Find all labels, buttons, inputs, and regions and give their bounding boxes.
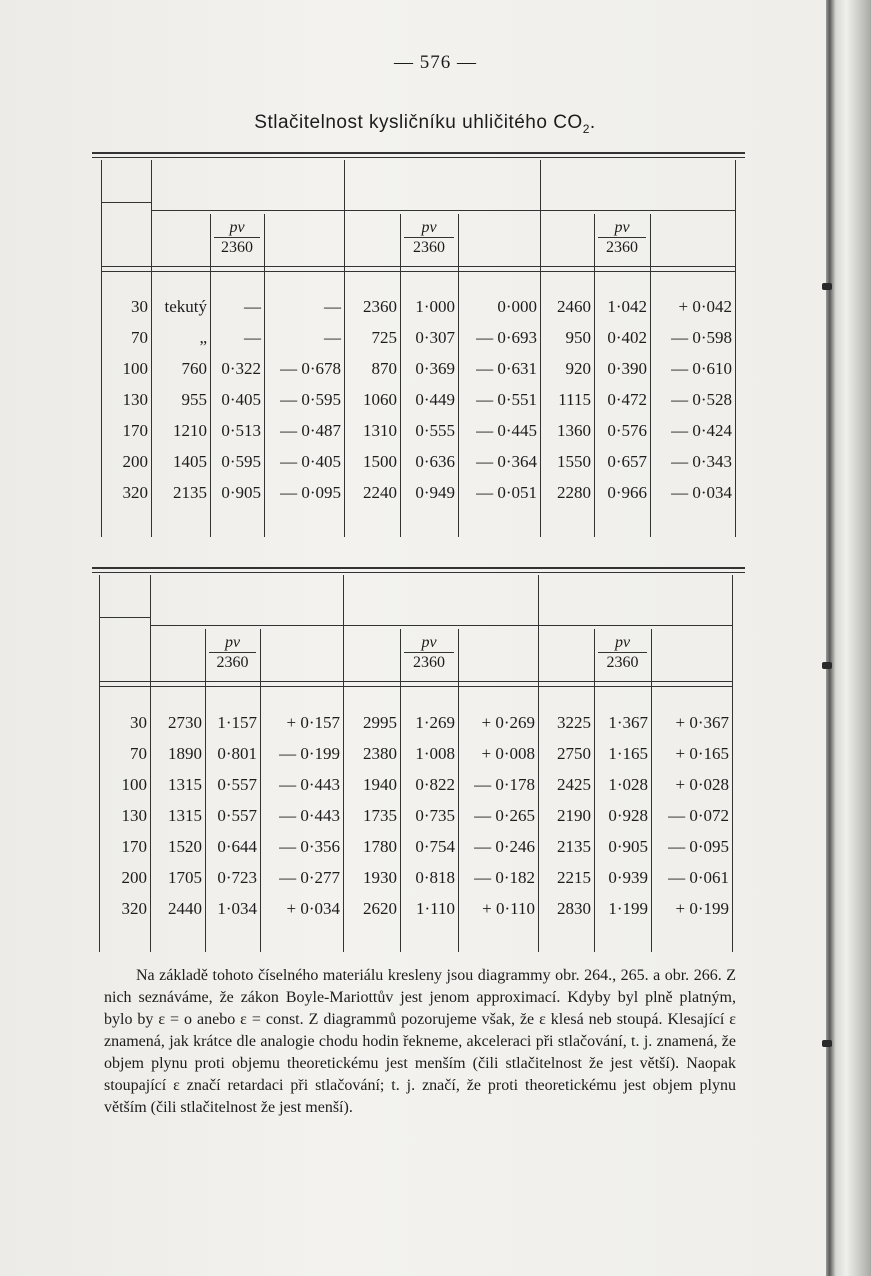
- table-cell: 0·557: [217, 775, 257, 794]
- table-cell: 950: [565, 328, 591, 347]
- table-cell: + 0·367: [675, 713, 729, 732]
- fraction-numerator: pv: [421, 219, 437, 236]
- table-cell: — 0·095: [280, 483, 341, 502]
- table-cell: 2190: [557, 806, 591, 825]
- table-cell: 0·513: [221, 421, 261, 440]
- table-cell: — 0·265: [474, 806, 535, 825]
- table-cell: 955: [181, 390, 207, 409]
- table-cell: 1890: [168, 744, 202, 763]
- table-cell: 1520: [168, 837, 202, 856]
- table-cell: 2440: [168, 899, 202, 918]
- table-cell: 1360: [557, 421, 591, 440]
- table-cell: 0·472: [607, 390, 647, 409]
- table-cell: 0·735: [415, 806, 455, 825]
- table-cell: — 0·487: [280, 421, 341, 440]
- table-cell: + 0·034: [286, 899, 340, 918]
- table-cell: 0·369: [415, 359, 455, 378]
- table-cell: 1115: [558, 390, 591, 409]
- table-cell: 0·449: [415, 390, 455, 409]
- table-cell: 0·939: [608, 868, 648, 887]
- table-cell: 2360: [363, 297, 397, 316]
- table-cell: — 0·095: [668, 837, 729, 856]
- table-cell: — 0·051: [476, 483, 537, 502]
- paragraph-text: Na základě tohoto číselného materiálu kresleny jsou diagrammy obr. 264., 265. a obr. 266. Z nich seznáváme, že zákon Boyle-Mariottův jest jenom approximací. Kdyby byl plně platným, bylo by ε = o anebo ε = const. Z diagrammů pozorujeme však, že ε klesá neb stoupá. Klesající ε znamená, jak krátce dle analogie chodu hodin řekneme, akceleraci při stlačování, t. j. znamená, že objem plynu proti objemu theoretickému jest menším (čili stlačitelnost že jest větší). Naopak stoupající ε značí retardaci při stlačování; t. j. značí, že proti theoretickému jest objem plynu větším (čili stlačitelnost že jest menší).: [104, 967, 736, 1116]
- table-cell: 2380: [363, 744, 397, 763]
- table-cell: 1·199: [608, 899, 648, 918]
- page-title: Stlačitelnost kysličníku uhličitého $CO_2$.: [254, 112, 596, 136]
- table-cell: 0·801: [217, 744, 257, 763]
- table-cell: 1210: [173, 421, 207, 440]
- table-cell: 0·405: [221, 390, 261, 409]
- table-cell: 2460: [557, 297, 591, 316]
- table-cell: 0·307: [415, 328, 455, 347]
- table-cell: — 0·528: [671, 390, 732, 409]
- table-cell: — 0·246: [474, 837, 535, 856]
- table-cell: — 0·424: [671, 421, 732, 440]
- table-cell: 0·402: [607, 328, 647, 347]
- fraction-denominator: 2360: [221, 239, 253, 256]
- rule-header: [99, 686, 732, 687]
- fraction-denominator: 2360: [413, 654, 445, 671]
- table-cell: 0·723: [217, 868, 257, 887]
- table-cell: 1500: [363, 452, 397, 471]
- column-pv-ratio: [404, 635, 454, 671]
- table-cell: 1·269: [415, 713, 455, 732]
- table-cell: 1060: [363, 390, 397, 409]
- fraction-numerator: pv: [614, 634, 631, 651]
- table-cell: — 0·598: [671, 328, 732, 347]
- table-cell: 0·644: [217, 837, 257, 856]
- table-cell: 1315: [168, 806, 202, 825]
- fraction-denominator: 2360: [216, 654, 249, 671]
- fraction-denominator: 2360: [606, 239, 638, 256]
- table-cell: 0·949: [415, 483, 455, 502]
- table-cell: 0·557: [217, 806, 257, 825]
- table-cell: 0·818: [415, 868, 455, 887]
- table-cell: 320: [122, 483, 148, 502]
- table-cell: 760: [181, 359, 207, 378]
- table-cell: + 0·110: [482, 899, 535, 918]
- table-cell: 920: [565, 359, 591, 378]
- table-cell: 2135: [173, 483, 207, 502]
- table-cell: 2280: [557, 483, 591, 502]
- table-cell: 1550: [557, 452, 591, 471]
- table-cell: 200: [121, 868, 147, 887]
- table-cell: 2730: [168, 713, 202, 732]
- table-cell: — 0·610: [671, 359, 732, 378]
- table-cell: 2215: [557, 868, 591, 887]
- table-cell: + 0·008: [481, 744, 535, 763]
- table-cell: + 0·165: [675, 744, 729, 763]
- fraction-denominator: 2360: [413, 239, 445, 256]
- table-cell: 0·822: [415, 775, 455, 794]
- page-number: — 576 —: [394, 52, 477, 73]
- table-cell: — 0·072: [668, 806, 729, 825]
- table-cell: —: [324, 328, 341, 347]
- table-cell: 130: [121, 806, 147, 825]
- table-cell: 2830: [557, 899, 591, 918]
- table-cell: 2620: [363, 899, 397, 918]
- table-cell: 1735: [363, 806, 397, 825]
- table-cell: 0·928: [608, 806, 648, 825]
- table-cell: — 0·182: [474, 868, 535, 887]
- table-cell: — 0·631: [476, 359, 537, 378]
- table-cell: — 0·443: [279, 775, 340, 794]
- table-cell: 1310: [363, 421, 397, 440]
- table-cell: 1·165: [608, 744, 648, 763]
- table-cell: 30: [130, 713, 147, 732]
- table-cell: 30: [131, 297, 148, 316]
- table-cell: —: [244, 297, 261, 316]
- table-cell: 70: [131, 328, 148, 347]
- table-cell: 2995: [363, 713, 397, 732]
- table-cell: 170: [122, 421, 148, 440]
- table-cell: 3225: [557, 713, 591, 732]
- table-cell: 0·636: [415, 452, 455, 471]
- table-cell: — 0·443: [279, 806, 340, 825]
- table-cell: 0·390: [607, 359, 647, 378]
- fraction-numerator: pv: [421, 634, 437, 651]
- table-cell: „: [199, 328, 207, 347]
- table-cell: 0·595: [221, 452, 261, 471]
- rule-header: [99, 681, 732, 682]
- table-cell: 0·905: [221, 483, 261, 502]
- table-cell: 1·042: [607, 297, 647, 316]
- table-cell: — 0·364: [476, 452, 537, 471]
- table-cell: + 0·269: [481, 713, 535, 732]
- table-cell: — 0·693: [476, 328, 537, 347]
- fraction-bar: [598, 652, 647, 653]
- table-cell: — 0·061: [668, 868, 729, 887]
- table-cell: 2425: [557, 775, 591, 794]
- table-cell: — 0·356: [279, 837, 340, 856]
- rule-vertical: [732, 575, 733, 952]
- table-cell: 1·008: [415, 744, 455, 763]
- table-cell: 2240: [363, 483, 397, 502]
- rule-temp: [150, 625, 732, 626]
- table-cell: 1705: [168, 868, 202, 887]
- table-cell: — 0·277: [279, 868, 340, 887]
- table-cell: 1·000: [415, 297, 455, 316]
- table-cell: + 0·042: [678, 297, 732, 316]
- rule-hg: [99, 617, 150, 618]
- body-paragraph: [104, 965, 736, 1119]
- table-cell: — 0·551: [476, 390, 537, 409]
- table-cell: 2750: [557, 744, 591, 763]
- table-cell: 1315: [168, 775, 202, 794]
- table-cell: 1·367: [608, 713, 648, 732]
- fraction-bar: [209, 652, 256, 653]
- table-cell: 170: [121, 837, 147, 856]
- table-cell: 1·110: [415, 899, 455, 918]
- table-cell: 1·034: [217, 899, 257, 918]
- table-cell: 320: [121, 899, 147, 918]
- table-cell: 1·028: [608, 775, 648, 794]
- table-cell: — 0·343: [671, 452, 732, 471]
- table-cell: + 0·028: [675, 775, 729, 794]
- table-cell: 1405: [173, 452, 207, 471]
- table-cell: 0·905: [608, 837, 648, 856]
- table-cell: — 0·678: [280, 359, 341, 378]
- rule-top: [92, 567, 745, 569]
- table-cell: —: [244, 328, 261, 347]
- table-cell: 1·157: [217, 713, 257, 732]
- table-cell: 0·966: [607, 483, 647, 502]
- table-cell: 0·000: [497, 297, 537, 316]
- table-cell: — 0·199: [279, 744, 340, 763]
- fraction-bar: [404, 652, 454, 653]
- fraction-numerator: pv: [229, 219, 245, 236]
- table-cell: + 0·199: [675, 899, 729, 918]
- table-cell: 0·754: [415, 837, 455, 856]
- table-cell: — 0·445: [476, 421, 537, 440]
- table-cell: — 0·034: [671, 483, 732, 502]
- fraction-denominator: 2360: [606, 654, 639, 671]
- table-cell: — 0·595: [280, 390, 341, 409]
- table-cell: — 0·405: [280, 452, 341, 471]
- table-cell: 1930: [363, 868, 397, 887]
- table-cell: 725: [371, 328, 397, 347]
- table-cell: + 0·157: [286, 713, 340, 732]
- table-cell: 1780: [363, 837, 397, 856]
- table-cell: 200: [122, 452, 148, 471]
- table-cell: 0·576: [607, 421, 647, 440]
- fraction-numerator: pv: [224, 634, 241, 651]
- column-pv-ratio: [598, 635, 647, 671]
- table-cell: 130: [122, 390, 148, 409]
- table-cell: 2135: [557, 837, 591, 856]
- table-cell: tekutý: [164, 297, 207, 316]
- table-cell: 0·657: [607, 452, 647, 471]
- table-cell: 100: [122, 359, 148, 378]
- column-pv-ratio: [209, 635, 256, 671]
- rule-top: [92, 572, 745, 573]
- table-cell: 70: [130, 744, 147, 763]
- table-cell: —: [324, 297, 341, 316]
- table-cell: 870: [371, 359, 397, 378]
- table-cell: 1940: [363, 775, 397, 794]
- fraction-numerator: pv: [614, 219, 630, 236]
- table-cell: 0·555: [415, 421, 455, 440]
- table-cell: — 0·178: [474, 775, 535, 794]
- table-cell: 100: [121, 775, 147, 794]
- table-cell: 0·322: [221, 359, 261, 378]
